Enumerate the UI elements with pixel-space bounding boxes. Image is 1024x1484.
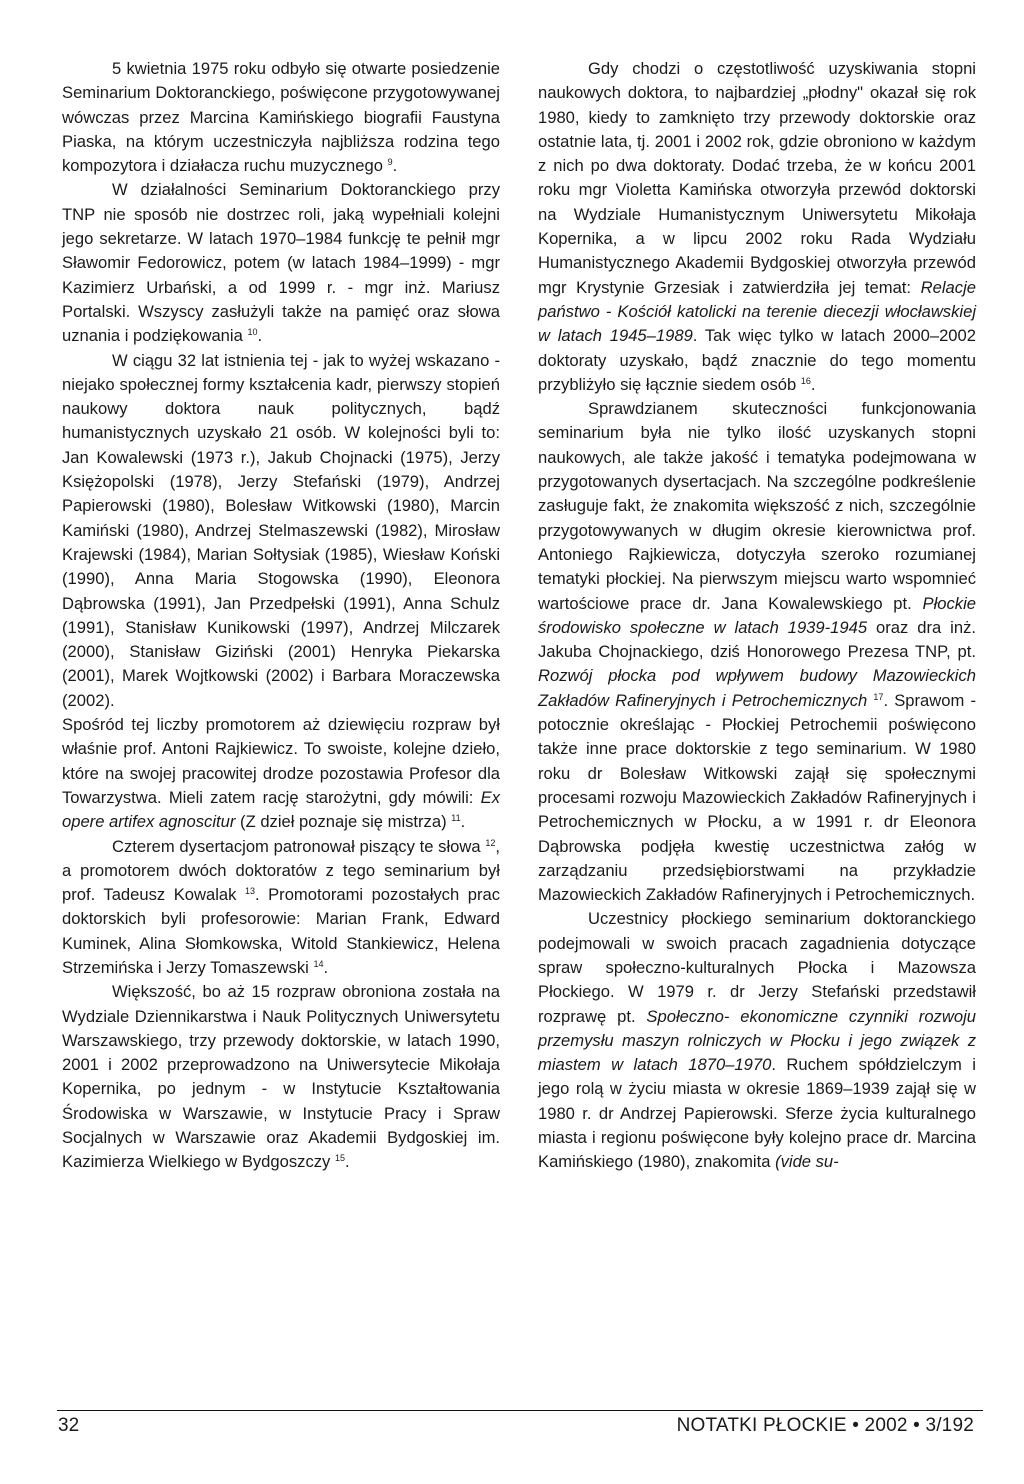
- paragraph: Większość, bo aż 15 rozpraw obroniona została na Wydziale Dziennikarstwa i Nauk Politycznych Uniwersytetu Warszawskiego, trzy przewody doktorskie, w latach 1990, 2001 i 2002 przeprowadzono na Uniwersytecie Mikołaja Kopernika, po jednym - w Instytucie Kształtowania Środowiska w Warszawie, w Instytucie Pracy i Spraw Socjalnych w Warszawie oraz Akademii Bydgoskiej im. Kazimierza Wielkiego w Bydgoszczy $^{15}$.: [62, 982, 500, 1172]
- thesis-title: Rozwój płocka pod wpływem budowy Mazowieckich Zakładów Rafineryjnych i Petrochemicznych: [538, 666, 976, 710]
- footnote-ref[interactable]: 17: [873, 691, 884, 702]
- paragraph: W działalności Seminarium Doktoranckiego przy TNP nie sposób nie dostrzec roli, jaką wypełniali kolejni jego sekretarze. W latach 1970–1984 funkcję te pełnił mgr Sławomir Fedorowicz, potem (w latach 1984–1999) - mgr Kazimierz Urbański, a od 1999 r. - mgr inż. Mariusz Portalski. Wszyscy zasłużyli także na pamięć oraz słowa uznania i podziękowania $^{10}$.: [62, 180, 500, 346]
- thesis-title: Płockie środowisko społeczne w latach 1939-1945: [538, 593, 976, 637]
- paragraph: 5 kwietnia 1975 roku odbyło się otwarte posiedzenie Seminarium Doktoranckiego, poświęcone przygotowywanej wówczas przez Marcina Kamińskiego biografii Faustyna Piaska, na którym uczestniczyła najbliższa rodzina tego kompozytora i działacza ruchu muzycznego $^9$.: [62, 59, 500, 176]
- journal-title: NOTATKI PŁOCKIE • 2002 • 3/192: [676, 1415, 974, 1436]
- footer-rule: [57, 1410, 983, 1411]
- paragraph: Czterem dysertacjom patronował piszący te słowa $^{12}$, a promotorem dwóch doktoratów z tego seminarium był prof. Tadeusz Kowalak $^{13}$. Promotorami pozostałych prac doktorskich byli profesorowie: Marian Frank, Edward Kuminek, Alina Słomkowska, Witold Stankiewicz, Helena Strzemińska i Jerzy Tomaszewski $^{14}$.: [62, 836, 500, 977]
- footnote-ref[interactable]: 12: [485, 837, 496, 848]
- paragraph: W ciągu 32 lat istnienia tej - jak to wyżej wskazano - niejako społecznej formy kształcenia kadr, pierwszy stopień naukowy doktora nauk politycznych, bądź humanistycznych uzyskało 21 osób. W kolejności byli to: Jan Kowalewski (1973 r.), Jakub Chojnacki (1975), Jerzy Księżopolski (1978), Jerzy Stefański (1979), Andrzej Papierowski (1980), Bolesław Witkowski (1980), Marcin Kamiński (1980), Andrzej Stelmaszewski (1982), Mirosław Krajewski (1984), Marian Sołtysiak (1985), Wiesław Koński (1990), Anna Maria Stogowska (1990), Eleonora Dąbrowska (1991), Jan Przedpełski (1991), Anna Schulz (1991), Stanisław Kunikowski (1997), Andrzej Milczarek (2000), Stanisław Giziński (2001) Henryka Piekarska (2001), Marek Wojtkowski (2002) i Barbara Moraczewska (2002).: [62, 350, 500, 710]
- paragraph: Spośród tej liczby promotorem aż dziewięciu rozpraw był właśnie prof. Antoni Rajkiewicz. To swoiste, kolejne dzieło, które na swojej pracowitej drodze pozostawia Profesor dla Towarzystwa. Mieli zatem rację starożytni, gdy mówili: Ex opere artifex agnoscitur (Z dzieł poznaje się mistrza) $^{11}$.: [62, 715, 500, 832]
- footnote-ref[interactable]: 15: [334, 1153, 345, 1164]
- footnote-ref[interactable]: 11: [451, 813, 461, 824]
- paragraph: Uczestnicy płockiego seminarium doktoranckiego podejmowali w swoich pracach zagadnienia dotyczące spraw społeczno-kulturalnych Płocka i Mazowsza Płockiego. W 1979 r. dr Jerzy Stefański przedstawił rozprawę pt. Społeczno- ekonomiczne czynniki rozwoju przemysłu maszyn rolniczych w Płocku i jego związek z miastem w latach 1870–1970. Ruchem spółdzielczym i jego rolą w życiu miasta w okresie 1869–1939 zajął się w 1980 r. dr Andrzej Papierowski. Sferze życia kulturalnego miasta i regionu poświęcone były kolejno prace dr. Marcina Kamińskiego (1980), znakomita (vide su-: [538, 909, 976, 1172]
- thesis-title: Społeczno- ekonomiczne czynniki rozwoju przemysłu maszyn rolniczych w Płocku i jego związek z miastem w latach 1870–1970: [538, 1006, 976, 1075]
- paragraph: Gdy chodzi o częstotliwość uzyskiwania stopni naukowych doktora, to najbardziej „płodny" okazał się rok 1980, kiedy to zamknięto trzy przewody doktorskie oraz ostatnie lata, tj. 2001 i 2002 rok, gdzie obroniono w każdym z nich po dwa doktoraty. Dodać trzeba, że w końcu 2001 roku mgr Violetta Kamińska otworzyła przewód doktorski na Wydziale Humanistycznym Uniwersytetu Mikołaja Kopernika, a w lipcu 2002 roku Rada Wydziału Humanistycznego Akademii Bydgoskiej otworzyła przewód mgr Krystynie Grzesiak i zatwierdziła jej temat: Relacje państwo - Kościół katolicki na terenie diecezji włocławskiej w latach 1945–1989. Tak więc tylko w latach 2000–2002 doktoraty uzyskało, bądź znacznie do tego momentu przybliżyło się łącznie siedem osób $^{16}$.: [538, 59, 976, 394]
- left-column: [62, 57, 500, 1175]
- page-number: 32: [58, 1415, 80, 1436]
- thesis-title: Relacje państwo - Kościół katolicki na terenie diecezji włocławskiej w latach 1945–1989: [538, 277, 976, 346]
- footnote-ref[interactable]: 13: [244, 886, 255, 897]
- footnote-ref[interactable]: 14: [313, 958, 324, 969]
- paragraph: Sprawdzianem skuteczności funkcjonowania seminarium była nie tylko ilość uzyskanych stopni naukowych, ale także jakość i tematyka podejmowana w przygotowanych dysertacjach. Na szczególne podkreślenie zasługuje fakt, że znakomita większość z nich, szczególnie przygotowywanych w długim okresie kierownictwa prof. Antoniego Rajkiewicza, dotyczyła szeroko rozumianej tematyki płockiej. Na pierwszym miejscu warto wspomnieć wartościowe prace dr. Jana Kowalewskiego pt. Płockie środowisko społeczne w latach 1939-1945 oraz dra inż. Jakuba Chojnackiego, dziś Honorowego Prezesa TNP, pt. Rozwój płocka pod wpływem budowy Mazowieckich Zakładów Rafineryjnych i Petrochemicznych $^{17}$. Sprawom - potocznie określając - Płockiej Petrochemii poświęcono także inne prace doktorskie z tego seminarium. W 1980 roku dr Bolesław Witkowski zajął się społecznymi procesami rozwoju Mazowieckich Zakładów Rafineryjnych i Petrochemicznych w Płocku, a w 1991 r. dr Eleonora Dąbrowska podjęła kwestię uczestnictwa załóg w zarządzaniu przedsiębiorstwami na przykładzie Mazowieckich Zakładów Rafineryjnych i Petrochemicznych.: [538, 399, 976, 905]
- footnote-ref[interactable]: 10: [247, 327, 258, 338]
- footnote-ref[interactable]: 16: [800, 375, 811, 386]
- latin-quote: Ex opere artifex agnoscitur: [62, 787, 500, 832]
- right-column: [538, 57, 976, 1175]
- vide-supra: (vide su-: [775, 1152, 839, 1172]
- footnote-ref[interactable]: 9: [387, 157, 393, 168]
